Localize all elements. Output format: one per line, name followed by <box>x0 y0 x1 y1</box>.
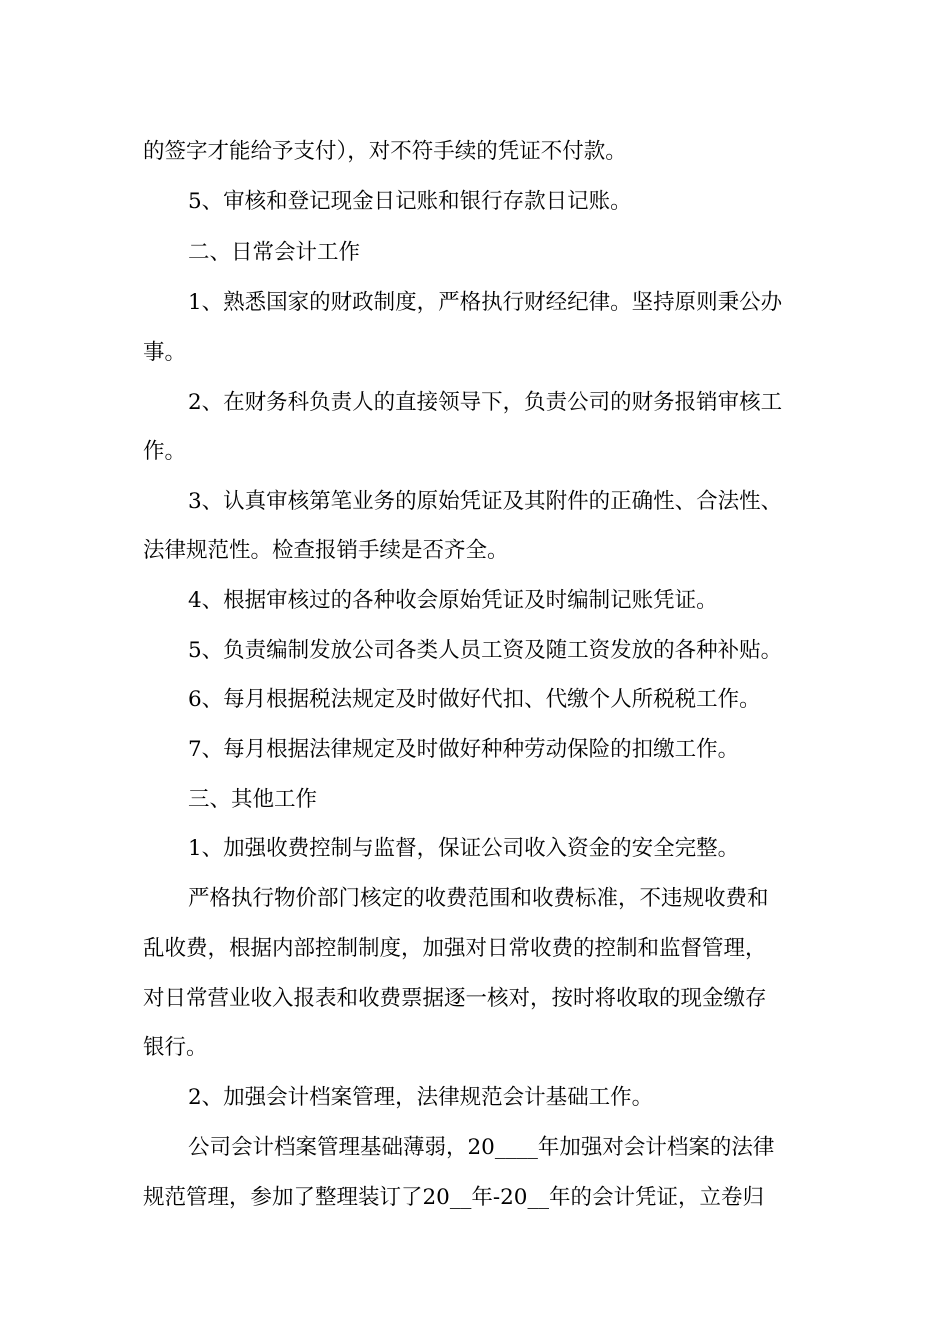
paragraph-line: 6、每月根据税法规定及时做好代扣、代缴个人所税税工作。 <box>188 687 761 712</box>
paragraph-line: 1、熟悉国家的财政制度，严格执行财经纪律。坚持原则秉公办 <box>188 290 783 315</box>
paragraph-line: 银行。 <box>143 1035 208 1060</box>
paragraph-line: 对日常营业收入报表和收费票据逐一核对，按时将收取的现金缴存 <box>143 986 767 1011</box>
paragraph-line: 事。 <box>143 340 187 365</box>
paragraph-line: 3、认真审核第笔业务的原始凭证及其附件的正确性、合法性、 <box>188 489 783 514</box>
paragraph-line: 5、负责编制发放公司各类人员工资及随工资发放的各种补贴。 <box>188 638 783 663</box>
section-heading: 三、其他工作 <box>188 787 318 812</box>
paragraph-line: 的签字才能给予支付），对不符手续的凭证不付款。 <box>143 139 627 164</box>
paragraph-line: 严格执行物价部门核定的收费范围和收费标准，不违规收费和 <box>188 886 769 911</box>
section-heading: 二、日常会计工作 <box>188 240 361 265</box>
paragraph-line: 2、加强会计档案管理，法律规范会计基础工作。 <box>188 1085 654 1110</box>
paragraph-line: 乱收费，根据内部控制制度，加强对日常收费的控制和监督管理， <box>143 936 767 961</box>
paragraph-line: 2、在财务科负责人的直接领导下，负责公司的财务报销审核工 <box>188 390 783 415</box>
paragraph-line: 4、根据审核过的各种收会原始凭证及时编制记账凭证。 <box>188 588 718 613</box>
paragraph-line: 7、每月根据法律规定及时做好种种劳动保险的扣缴工作。 <box>188 737 740 762</box>
paragraph-line: 法律规范性。检查报销手续是否齐全。 <box>143 538 509 563</box>
paragraph-line: 1、加强收费控制与监督，保证公司收入资金的安全完整。 <box>188 836 740 861</box>
paragraph-line: 5、审核和登记现金日记账和银行存款日记账。 <box>188 189 632 214</box>
paragraph-line: 规范管理，参加了整理装订了20__年-20__年的会计凭证，立卷归 <box>143 1185 764 1210</box>
paragraph-line: 公司会计档案管理基础薄弱，20____年加强对会计档案的法律 <box>188 1135 775 1160</box>
paragraph-line: 作。 <box>143 439 187 464</box>
